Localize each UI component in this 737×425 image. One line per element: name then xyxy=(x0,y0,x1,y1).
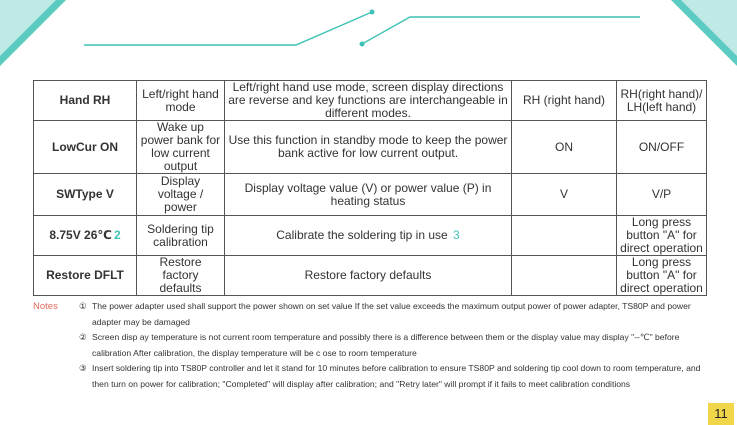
options-cell: V/P xyxy=(617,174,707,216)
note-text: The power adapter used shall support the power shown on set value If the set value exceeds the maximum output power of power adapter, TS80P and power adapter may be damaged xyxy=(92,301,691,327)
default-cell: RH (right hand) xyxy=(512,81,617,121)
default-cell xyxy=(512,216,617,256)
note-marker: 2 xyxy=(113,228,121,242)
param-name-cell: 8.75V 26℃ 2 xyxy=(34,216,137,256)
options-cell: RH(right hand)/ LH(left hand) xyxy=(617,81,707,121)
description-cell: Calibrate the soldering tip in use 3 xyxy=(225,216,512,256)
function-cell: Wake up power bank for low current output xyxy=(137,121,225,174)
default-cell: V xyxy=(512,174,617,216)
top-left-corner-ornament-light xyxy=(0,0,56,56)
table-row xyxy=(34,81,707,121)
table-row xyxy=(34,216,707,256)
table-row xyxy=(34,121,707,174)
note-number: ① xyxy=(79,301,87,311)
note-number: ③ xyxy=(79,363,87,373)
note-item xyxy=(33,361,713,392)
options-cell: Long press button "A" for direct operation xyxy=(617,216,707,256)
options-cell: Long press button "A" for direct operation xyxy=(617,256,707,296)
function-cell: Display voltage / power xyxy=(137,174,225,216)
default-cell xyxy=(512,256,617,296)
description-cell: Restore factory defaults xyxy=(225,256,512,296)
param-name-cell: Hand RH xyxy=(34,81,137,121)
description-cell: Use this function in standby mode to keep the power bank active for low current output. xyxy=(225,121,512,174)
default-cell: ON xyxy=(512,121,617,174)
line-node-2 xyxy=(360,42,365,47)
note-item xyxy=(33,299,713,330)
table-row xyxy=(34,256,707,296)
header-decoration xyxy=(0,0,737,70)
note-number: ② xyxy=(79,332,87,342)
notes-section xyxy=(33,299,713,392)
param-name-cell: SWType V xyxy=(34,174,137,216)
note-text: Screen disp ay temperature is not current room temperature and possibly there is a difference between them or the display value may display "--℃" before calibration After calibration, the display temperature will be c ose to room temperature xyxy=(92,332,680,358)
function-cell: Soldering tip calibration xyxy=(137,216,225,256)
table-row xyxy=(34,174,707,216)
decorative-line-right xyxy=(362,17,640,44)
options-cell: ON/OFF xyxy=(617,121,707,174)
note-text: Insert soldering tip into TS80P controller and let it stand for 10 minutes before calibration to ensure TS80P and soldering tip cool down to room temperature, and then turn on power for calibration; "Completed" will display after calibration; and "Retry later" will prompt if it fails to meet calibration conditions xyxy=(92,363,701,389)
settings-table xyxy=(33,80,707,296)
page-number: 11 xyxy=(708,403,734,425)
line-node-1 xyxy=(370,10,375,15)
decorative-line-left xyxy=(84,12,372,45)
param-name-cell: Restore DFLT xyxy=(34,256,137,296)
param-name-cell: LowCur ON xyxy=(34,121,137,174)
note-item xyxy=(33,330,713,361)
note-marker: 3 xyxy=(453,228,460,242)
function-cell: Left/right hand mode xyxy=(137,81,225,121)
function-cell: Restore factory defaults xyxy=(137,256,225,296)
description-cell: Left/right hand use mode, screen display directions are reverse and key functions are interchangeable in different modes. xyxy=(225,81,512,121)
notes-label: Notes xyxy=(33,301,58,312)
description-cell: Display voltage value (V) or power value (P) in heating status xyxy=(225,174,512,216)
